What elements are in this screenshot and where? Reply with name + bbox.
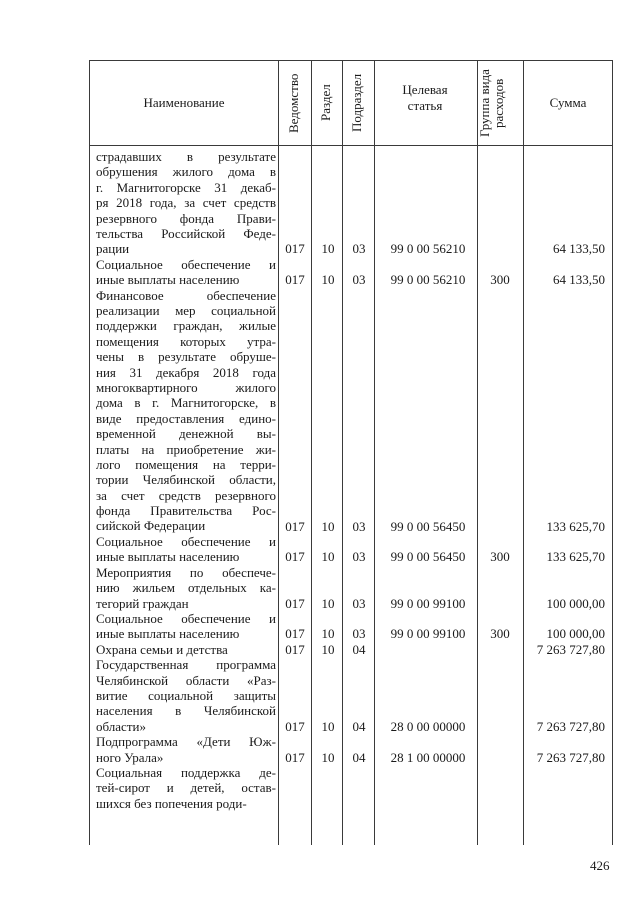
column-divider (311, 60, 312, 845)
row-subsection: 03 (352, 518, 366, 534)
row-name-line: дома в г. Магнитогорске, в (96, 395, 276, 411)
row-expense-group: 300 (490, 626, 510, 642)
row-name-line: ния 31 декабря 2018 года (96, 364, 276, 380)
column-divider (374, 60, 375, 845)
row-section: 10 (321, 549, 335, 565)
row-name-line: поддержки граждан, жилые (96, 318, 276, 334)
row-section: 10 (321, 595, 335, 611)
row-name-line: многоквартирного жилого (96, 379, 276, 395)
row-name-line: реализации мер социальной (96, 302, 276, 318)
row-amount: 64 133,50 (553, 241, 605, 257)
row-name (96, 611, 276, 642)
row-amount: 64 133,50 (553, 272, 605, 288)
row-subsection: 03 (352, 595, 366, 611)
row-name-line: виде предоставления едино- (96, 410, 276, 426)
row-expense-group: 300 (490, 549, 510, 565)
row-name-line: иные выплаты населению (96, 272, 240, 288)
row-name-line: обрушения жилого дома в (96, 164, 276, 180)
row-amount: 100 000,00 (546, 595, 605, 611)
row-name-line: Челябинской области «Раз- (96, 672, 276, 688)
row-name-line: тей-сирот и детей, остав- (96, 780, 276, 796)
row-subsection: 03 (352, 272, 366, 288)
row-name-line: Социальное обеспечение и (96, 256, 276, 272)
row-name-line: Социальная поддержка де- (96, 765, 276, 780)
row-section: 10 (321, 241, 335, 257)
row-name-line: Мероприятия по обеспече- (96, 564, 276, 580)
column-divider (477, 60, 478, 845)
row-name (96, 734, 276, 765)
row-name-line: чены в результате обруше- (96, 349, 276, 365)
row-name (96, 257, 276, 288)
row-department: 017 (285, 241, 305, 257)
row-target-article: 99 0 00 99100 (390, 626, 466, 642)
row-name-line: иные выплаты населению (96, 626, 240, 642)
header-bottom-border (89, 145, 613, 146)
row-name (96, 657, 276, 734)
row-name-line: г. Магнитогорске 31 декаб- (96, 179, 276, 195)
row-name (96, 534, 276, 565)
row-name-line: Финансовое обеспечение (96, 287, 276, 303)
row-name (96, 149, 276, 257)
row-amount: 7 263 727,80 (536, 718, 605, 734)
row-name-line: Социальное обеспечение и (96, 534, 276, 549)
row-name-line: Охрана семьи и детства (96, 641, 228, 657)
page-number: 426 (590, 858, 610, 873)
row-name-line: резервного фонда Прави- (96, 210, 276, 226)
row-amount: 100 000,00 (546, 626, 605, 642)
row-target-article: 28 0 00 00000 (390, 718, 466, 734)
row-name (96, 565, 276, 611)
row-subsection: 03 (352, 241, 366, 257)
row-name-line: ря 2018 года, за счет средств (96, 195, 276, 211)
row-section: 10 (321, 641, 335, 657)
row-amount: 7 263 727,80 (536, 749, 605, 765)
row-subsection: 03 (352, 549, 366, 565)
row-name-line: нию жильем отдельных ка- (96, 580, 276, 596)
row-name-line: лого помещения на терри- (96, 456, 276, 472)
row-department: 017 (285, 272, 305, 288)
row-name-line: Государственная программа (96, 657, 276, 673)
header-target-article: Целевая статья (402, 82, 448, 113)
row-expense-group: 300 (490, 272, 510, 288)
row-department: 017 (285, 718, 305, 734)
row-name-line: фонда Правительства Рос- (96, 503, 276, 519)
row-name-line: временной денежной вы- (96, 426, 276, 442)
row-name-line: шихся без попечения роди- (96, 795, 247, 811)
header-department: Ведомство (286, 73, 301, 133)
row-amount: 133 625,70 (546, 549, 605, 565)
row-subsection: 04 (352, 749, 366, 765)
table-left-border (89, 60, 90, 845)
row-target-article: 28 1 00 00000 (390, 749, 466, 765)
row-name-line: Подпрограмма «Дети Юж- (96, 734, 276, 750)
table-top-border (89, 60, 613, 61)
row-target-article: 99 0 00 56210 (390, 272, 466, 288)
header-section: Раздел (318, 84, 333, 122)
row-name-line: за счет средств резервного (96, 487, 276, 503)
row-name-line: иные выплаты населению (96, 549, 240, 565)
row-department: 017 (285, 749, 305, 765)
row-target-article: 99 0 00 56450 (390, 549, 466, 565)
row-name-line: сийской Федерации (96, 518, 206, 534)
row-section: 10 (321, 749, 335, 765)
header-subsection: Подраздел (349, 73, 364, 133)
row-department: 017 (285, 626, 305, 642)
row-section: 10 (321, 272, 335, 288)
row-name-line: Социальное обеспечение и (96, 611, 276, 626)
row-name-line: тельства Российской Феде- (96, 225, 276, 241)
row-name-line: населения в Челябинской (96, 703, 276, 719)
row-department: 017 (285, 518, 305, 534)
column-divider (278, 60, 279, 845)
row-section: 10 (321, 518, 335, 534)
row-department: 017 (285, 549, 305, 565)
row-name (96, 288, 276, 534)
row-target-article: 99 0 00 56450 (390, 518, 466, 534)
row-section: 10 (321, 626, 335, 642)
row-name-line: помещения которых утра- (96, 333, 276, 349)
column-divider (523, 60, 524, 845)
row-subsection: 03 (352, 626, 366, 642)
header-amount: Сумма (549, 95, 587, 110)
table-right-border (612, 60, 613, 845)
row-name (96, 642, 276, 657)
row-target-article: 99 0 00 56210 (390, 241, 466, 257)
row-amount: 7 263 727,80 (536, 641, 605, 657)
row-name-line: области» (96, 718, 146, 734)
row-department: 017 (285, 641, 305, 657)
row-name-line: рации (96, 241, 130, 257)
header-name: Наименование (143, 95, 225, 110)
row-amount: 133 625,70 (546, 518, 605, 534)
header-expense-group: Группа вида расходов (477, 69, 506, 137)
row-section: 10 (321, 718, 335, 734)
row-name-line: тории Челябинской области, (96, 472, 276, 488)
row-target-article: 99 0 00 99100 (390, 595, 466, 611)
row-name (96, 765, 276, 811)
row-name-line: витие социальной защиты (96, 687, 276, 703)
row-subsection: 04 (352, 718, 366, 734)
row-name-line: тегорий граждан (96, 595, 189, 611)
row-subsection: 04 (352, 641, 366, 657)
row-name-line: ного Урала» (96, 749, 164, 765)
row-department: 017 (285, 595, 305, 611)
row-name-line: платы на приобретение жи- (96, 441, 276, 457)
row-name-line: страдавших в результате (96, 149, 276, 164)
